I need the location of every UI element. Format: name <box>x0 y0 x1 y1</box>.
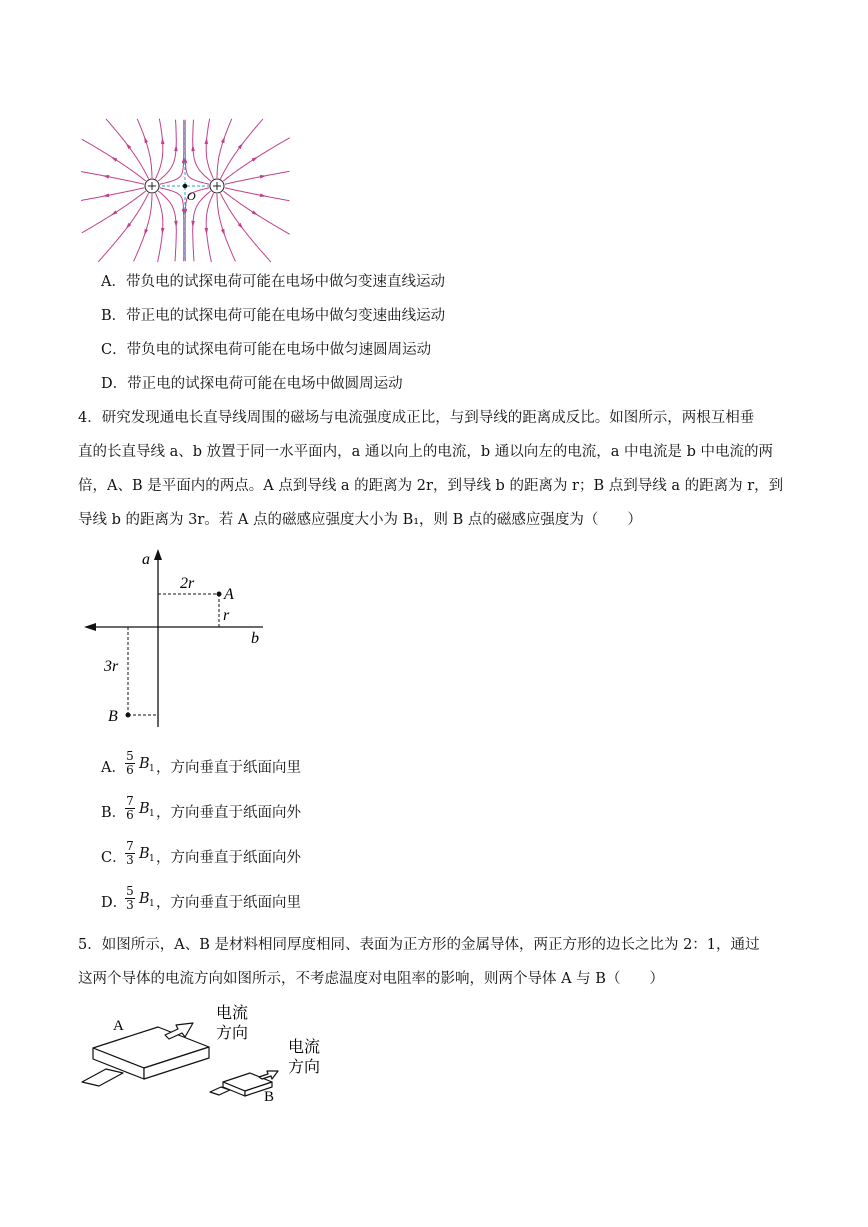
label-o: O <box>187 189 196 203</box>
q4-stem-line-1: 4．研究发现通电长直导线周围的磁场与电流强度成正比，与到导线的距离成反比。如图所示，两根互相垂 <box>78 410 755 426</box>
label-point-b: B <box>108 708 118 725</box>
b-symbol: B <box>139 801 150 817</box>
option-letter: B． <box>101 805 127 821</box>
field-line <box>156 193 163 262</box>
field-line <box>160 188 184 261</box>
label-2r: 2r <box>180 575 195 592</box>
q4-stem-line-3: 倍，A、B 是平面内的两点。A 点到导线 a 的距离为 2r，到导线 b 的距离为 r；B 点到导线 a 的距离为 r，到 <box>78 478 784 494</box>
option-text: ，方向垂直于纸面向外 <box>156 805 301 821</box>
field-line-arrow <box>252 210 258 215</box>
q4-option-c <box>101 837 401 873</box>
q5-stem-line-2: 这两个导体的电流方向如图所示，不考虑温度对电阻率的影响，则两个导体 A 与 B（ ） <box>78 971 664 987</box>
q4-option-b <box>101 792 401 828</box>
option-letter: A． <box>101 760 126 776</box>
field-line-arrow <box>260 175 267 179</box>
numerator: 5 <box>126 749 134 763</box>
label-conductor-b: B <box>264 1089 275 1105</box>
option-text: ，方向垂直于纸面向外 <box>156 850 301 866</box>
field-line <box>221 119 263 179</box>
wire-a-arrow <box>154 549 162 560</box>
point-b-dot <box>126 713 131 718</box>
field-line <box>106 119 148 179</box>
option-text: 带正电的试探电荷可能在电场中做圆周运动 <box>127 376 403 392</box>
field-line <box>82 139 146 181</box>
b-symbol: B <box>139 846 150 862</box>
option-text: 带负电的试探电荷可能在电场中做匀变速直线运动 <box>125 274 445 290</box>
conductors-figure <box>78 1000 348 1110</box>
option-text: 带正电的试探电荷可能在电场中做匀变速曲线运动 <box>126 308 446 324</box>
current-label-b-line2: 方向 <box>288 1059 321 1076</box>
field-line-arrow <box>174 221 178 228</box>
field-line <box>223 191 289 234</box>
option-letter: C． <box>101 342 127 358</box>
midpoint-o-dot <box>183 184 188 189</box>
point-a-dot <box>217 592 222 597</box>
q4-option-d <box>101 882 401 918</box>
field-line <box>137 119 152 178</box>
q4-option-a <box>101 747 401 783</box>
field-line-arrow <box>111 210 117 215</box>
denominator: 3 <box>126 853 134 867</box>
field-line <box>225 171 290 184</box>
field-line <box>82 191 146 233</box>
wire-b-arrow <box>84 623 96 631</box>
field-line-arrow <box>174 145 178 152</box>
b-subscript: 1 <box>149 854 155 864</box>
field-line <box>156 119 163 179</box>
b-symbol: B <box>139 891 150 907</box>
field-line <box>98 193 148 262</box>
label-conductor-a: A <box>113 1018 124 1034</box>
option-text: 带负电的试探电荷可能在电场中做匀速圆周运动 <box>126 342 432 358</box>
field-line <box>217 119 232 178</box>
field-line <box>158 191 176 261</box>
field-line <box>185 120 209 185</box>
conductor-b-current-arrow <box>259 1071 278 1079</box>
q4-stem-line-2: 直的长直导线 a、b 放置于同一水平面内，a 通以向上的电流，b 通以向左的电流，a 中电流是 b 中电流的两 <box>78 444 774 460</box>
q3-option-d <box>101 374 403 394</box>
b-subscript: 1 <box>149 809 155 819</box>
q3-option-b <box>101 306 445 326</box>
denominator: 3 <box>126 898 134 912</box>
label-point-a: A <box>224 586 234 603</box>
q4-stem-line-4: 导线 b 的距离为 3r。若 A 点的磁感应强度大小为 B₁，则 B 点的磁感应强度为（ ） <box>78 512 642 528</box>
field-line <box>225 188 290 201</box>
option-letter: B． <box>101 308 127 324</box>
label-r: r <box>223 607 230 624</box>
fraction <box>125 885 135 912</box>
field-line-arrow <box>191 221 195 228</box>
field-line-arrow <box>103 175 110 179</box>
label-3r: 3r <box>104 658 119 675</box>
left-positive-charge <box>145 179 159 193</box>
field-line-arrow <box>144 136 148 143</box>
field-line <box>221 193 271 262</box>
field-line-arrow <box>221 229 225 236</box>
field-line-arrow <box>191 145 195 152</box>
current-label-b-line1: 电流 <box>288 1039 321 1056</box>
option-letter: C． <box>101 850 127 866</box>
field-line <box>206 193 213 262</box>
option-letter: A． <box>101 274 126 290</box>
field-line <box>223 138 289 181</box>
q3-option-c <box>101 340 431 360</box>
field-line-arrow <box>221 136 225 143</box>
field-line <box>206 119 213 179</box>
label-wire-a: a <box>142 551 150 568</box>
field-line <box>160 120 184 185</box>
field-line <box>81 172 144 185</box>
current-label-a-line2: 方向 <box>216 1025 249 1042</box>
right-positive-charge <box>210 179 224 193</box>
denominator: 6 <box>126 763 134 777</box>
field-line <box>81 188 144 201</box>
field-line-arrow <box>111 157 117 162</box>
label-wire-b: b <box>251 630 259 647</box>
numerator: 5 <box>126 884 134 898</box>
b-subscript: 1 <box>149 764 155 774</box>
field-line-arrow <box>260 193 267 197</box>
current-label-a-line1: 电流 <box>216 1005 249 1022</box>
option-text: ，方向垂直于纸面向里 <box>156 760 301 776</box>
field-line-arrow <box>144 229 148 236</box>
q3-option-a <box>101 272 445 292</box>
b-subscript: 1 <box>149 899 155 909</box>
fraction <box>125 840 135 867</box>
field-line-arrow <box>103 193 110 197</box>
denominator: 6 <box>126 808 134 822</box>
conductor-a-lead <box>82 1069 123 1086</box>
field-lines-figure <box>78 118 293 263</box>
numerator: 7 <box>126 794 134 808</box>
numerator: 7 <box>126 839 134 853</box>
option-letter: D． <box>101 376 128 392</box>
wires-figure <box>78 545 278 730</box>
option-letter: D． <box>101 895 128 911</box>
fraction <box>125 750 135 777</box>
q5-stem-line-1: 5．如图所示，A、B 是材料相同厚度相同、表面为正方形的金属导体，两正方形的边长之比为 2：1，通过 <box>78 937 760 953</box>
b-symbol: B <box>139 756 150 772</box>
fraction <box>125 795 135 822</box>
option-text: ，方向垂直于纸面向里 <box>156 895 301 911</box>
field-line-arrow <box>252 157 258 162</box>
